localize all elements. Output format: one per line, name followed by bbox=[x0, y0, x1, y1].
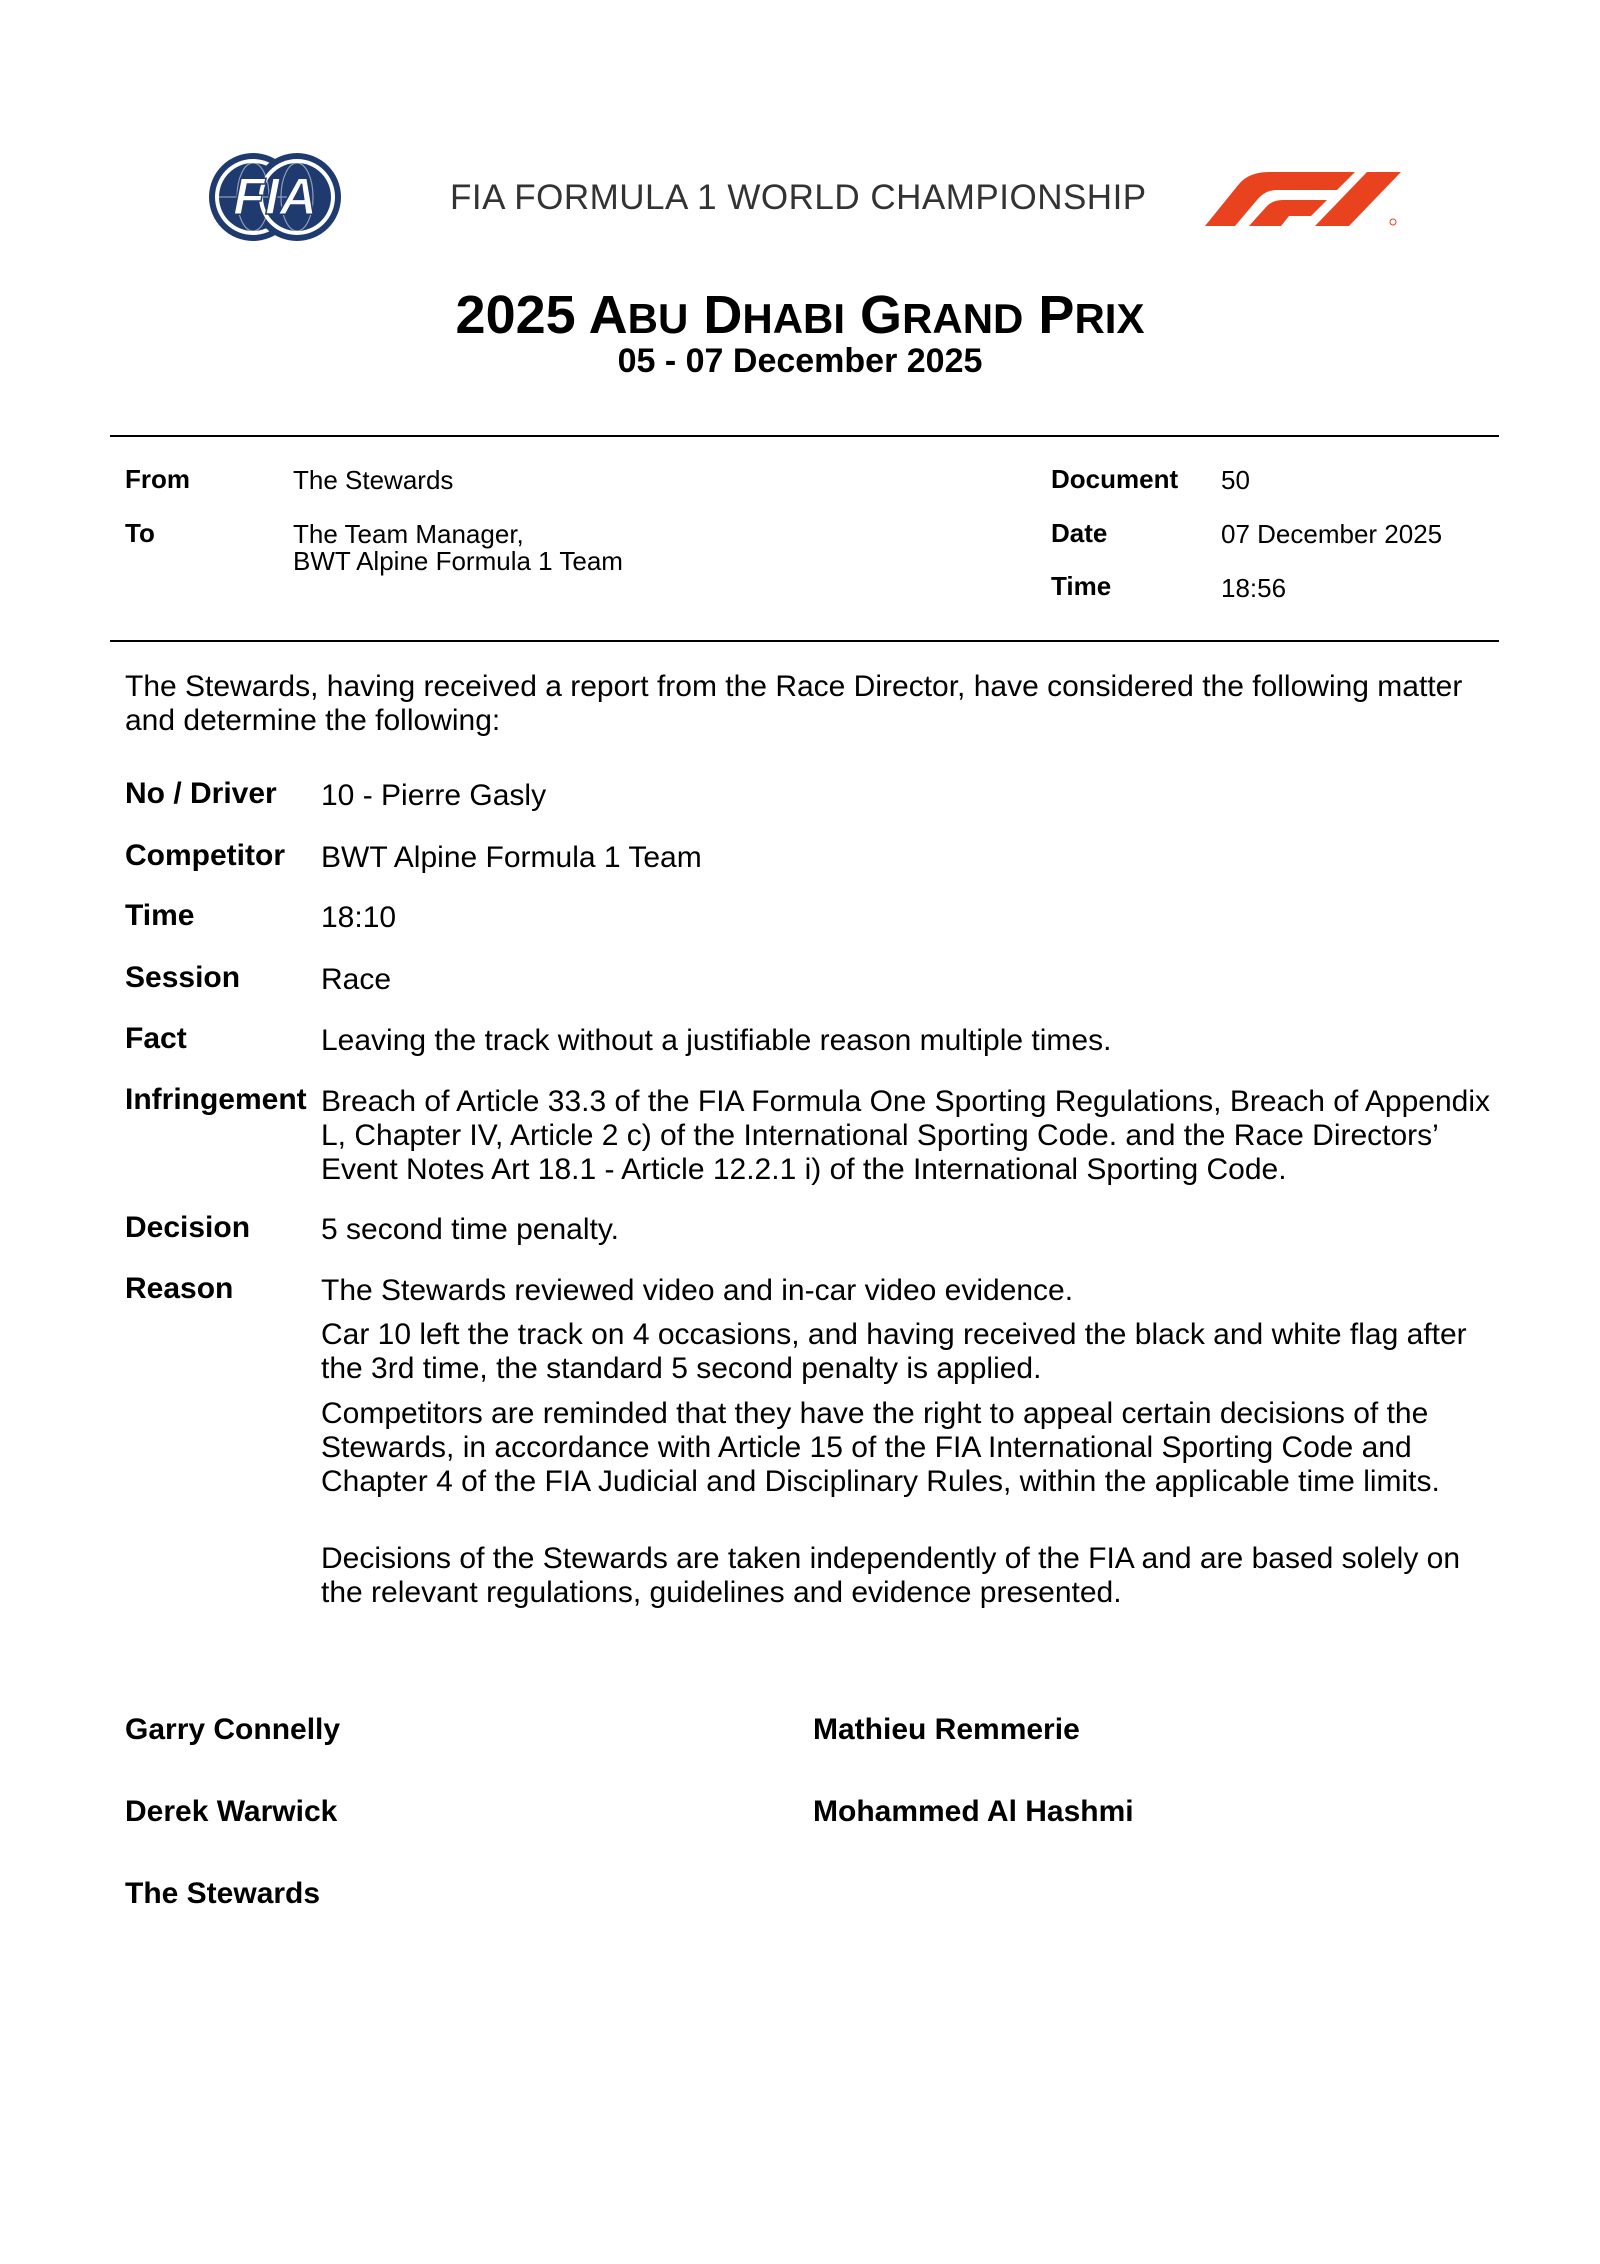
divider-bottom bbox=[110, 640, 1499, 642]
stewards-closing: The Stewards bbox=[125, 1877, 321, 1910]
signatory-3: Derek Warwick bbox=[125, 1795, 338, 1828]
competitor-label: Competitor bbox=[125, 839, 285, 872]
event-time-label: Time bbox=[125, 899, 195, 932]
infringement-value: Breach of Article 33.3 of the FIA Formula One Sporting Regulations, Breach of Appendix L, Chapter IV, Article 2 c) of the International Sporting Code. and the Race Directors’ Event Notes Art 18.1 - Article 12.2.1 i) of the International Sporting Code. bbox=[321, 1085, 1491, 1186]
to-value-line2: BWT Alpine Formula 1 Team bbox=[293, 546, 623, 576]
to-value-line1: The Team Manager, bbox=[293, 519, 524, 549]
grand-prix-title: 2025 ABU DHABI GRAND PRIX bbox=[455, 285, 1145, 345]
driver-label: No / Driver bbox=[125, 777, 277, 810]
from-value: The Stewards bbox=[293, 465, 454, 495]
driver-value: 10 - Pierre Gasly bbox=[321, 779, 547, 812]
infringement-label: Infringement bbox=[125, 1083, 307, 1116]
f1-logo-icon bbox=[1205, 170, 1405, 226]
fact-value: Leaving the track without a justifiable reason multiple times. bbox=[321, 1024, 1112, 1057]
reason-paragraph-1: The Stewards reviewed video and in-car video evidence. bbox=[321, 1274, 1074, 1307]
session-label: Session bbox=[125, 961, 241, 994]
decision-value: 5 second time penalty. bbox=[321, 1213, 619, 1246]
date-value: 07 December 2025 bbox=[1221, 519, 1443, 549]
fact-label: Fact bbox=[125, 1022, 187, 1055]
event-dates: 05 - 07 December 2025 bbox=[617, 342, 983, 380]
fia-logo-icon bbox=[205, 150, 345, 244]
from-label: From bbox=[125, 464, 190, 494]
signatory-4: Mohammed Al Hashmi bbox=[813, 1795, 1134, 1828]
signatory-2: Mathieu Remmerie bbox=[813, 1713, 1080, 1746]
reason-paragraph-3: Competitors are reminded that they have the right to appeal certain decisions of the Stewards, in accordance with Article 15 of the FIA International Sporting Code and Chapter 4 of the FIA Judicial and Disciplinary Rules, within the applicable time limits. bbox=[321, 1397, 1440, 1498]
document-value: 50 bbox=[1221, 465, 1250, 495]
decision-label: Decision bbox=[125, 1211, 251, 1244]
date-label: Date bbox=[1051, 518, 1108, 548]
intro-paragraph: The Stewards, having received a report from the Race Director, have considered the following matter and determine the following: bbox=[125, 670, 1463, 737]
reason-paragraph-2: Car 10 left the track on 4 occasions, and having received the black and white flag after the 3rd time, the standard 5 second penalty is applied. bbox=[321, 1318, 1467, 1385]
time-label: Time bbox=[1051, 571, 1112, 601]
fia-logo-text: FIA bbox=[233, 168, 317, 226]
to-label: To bbox=[125, 518, 155, 548]
event-time-value: 18:10 bbox=[321, 901, 397, 934]
competitor-value: BWT Alpine Formula 1 Team bbox=[321, 841, 702, 874]
championship-title: FIA FORMULA 1 WORLD CHAMPIONSHIP bbox=[450, 178, 1147, 217]
time-value: 18:56 bbox=[1221, 573, 1287, 603]
divider-top bbox=[110, 435, 1499, 437]
reason-paragraph-4: Decisions of the Stewards are taken independently of the FIA and are based solely on the relevant regulations, guidelines and evidence presented. bbox=[321, 1542, 1461, 1609]
session-value: Race bbox=[321, 963, 392, 996]
reason-label: Reason bbox=[125, 1272, 234, 1305]
document-label: Document bbox=[1051, 464, 1179, 494]
signatory-1: Garry Connelly bbox=[125, 1713, 341, 1746]
